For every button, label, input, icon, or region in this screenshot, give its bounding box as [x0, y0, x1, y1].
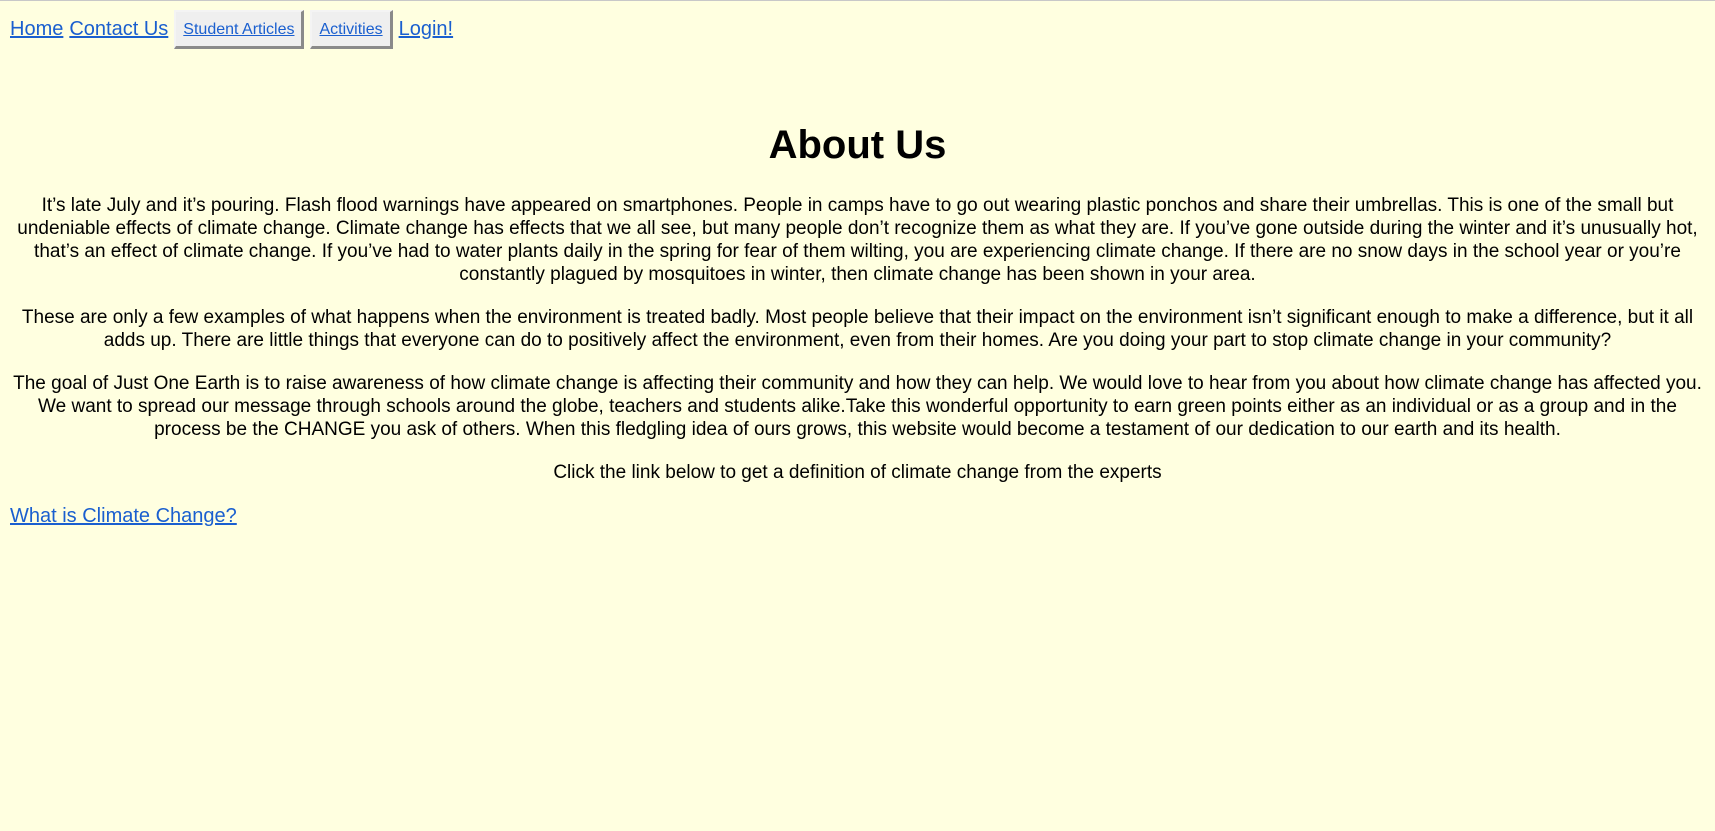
main-content [10, 194, 1705, 528]
paragraph-link-intro: Click the link below to get a definition of climate change from the experts [553, 462, 1162, 483]
nav-login-link[interactable]: Login! [398, 18, 454, 40]
nav-student-articles-button[interactable] [174, 10, 304, 49]
paragraph-goal: The goal of Just One Earth is to raise awareness of how climate change is affecting their community and how they can help. We would love to hear from you about how climate change has affected you. We want to spread our message through schools around the globe, teachers and students alike.Take this wonderful opportunity to earn green points either as an individual or as a group and in the process be the CHANGE you ask of others. When this fledgling idea of ours grows, this website would become a testament of our dedication to our earth and its health. [13, 373, 1702, 440]
paragraph-intro: It’s late July and it’s pouring. Flash flood warnings have appeared on smartphones. People in camps have to go out wearing plastic ponchos and share their umbrellas. This is one of the small but undeniable effects of climate change. Climate change has effects that we all see, but many people don’t recognize them as what they are. If you’ve gone outside during the winter and it’s unusually hot, that’s an effect of climate change. If you’ve had to water plants daily in the spring for fear of them wilting, you are experiencing climate change. If there are no snow days in the school year or you’re constantly plagued by mosquitoes in winter, then climate change has been shown in your area. [17, 195, 1698, 285]
nav-contact-link[interactable]: Contact Us [69, 18, 169, 40]
top-navigation [10, 11, 459, 47]
nav-activities-label[interactable]: Activities [319, 20, 383, 38]
paragraph-examples: These are only a few examples of what happens when the environment is treated badly. Most people believe that their impact on the environment isn’t significant enough to make a difference, but it all adds up. There are little things that everyone can do to positively affect the environment, even from their homes. Are you doing your part to stop climate change in your community? [21, 307, 1694, 351]
nav-home-link[interactable]: Home [10, 18, 64, 40]
nav-student-articles-label[interactable]: Student Articles [183, 20, 295, 38]
nav-activities-button[interactable] [310, 10, 392, 49]
what-is-climate-change-link[interactable]: What is Climate Change? [10, 505, 237, 527]
page-title: About Us [768, 123, 947, 167]
